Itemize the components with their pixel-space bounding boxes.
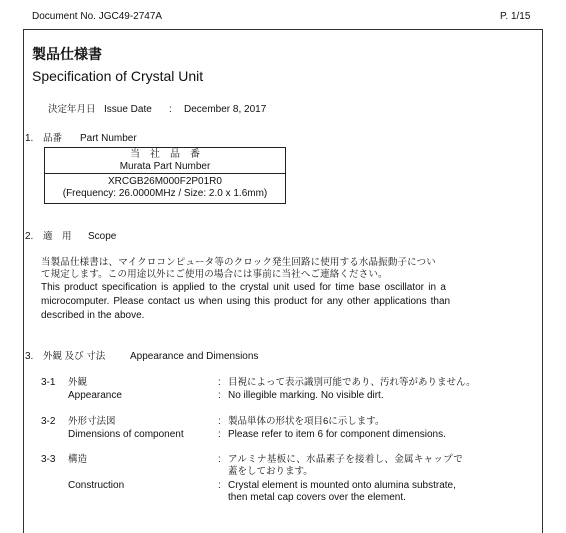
frame-left-rule [23,29,24,533]
item-3-3-desc-line-2: then metal cap covers over the element. [228,492,406,503]
section-2-number: 2. [25,231,34,242]
item-3-1-number: 3-1 [41,377,56,388]
part-number-table-head-jp: 当 社 品 番 [130,149,200,160]
page-title: Specification of Crystal Unit [32,68,204,84]
item-3-3-desc-jp-line-2: 蓋をしております。 [228,466,313,477]
item-3-3-desc-line-1: Crystal element is mounted onto alumina substrate, [228,480,456,491]
issue-date-separator: : [169,104,172,115]
item-3-3-desc-jp-line-1: アルミナ基板に、水晶素子を接着し、金属キャップで [228,454,464,465]
section-1-number: 1. [25,133,34,144]
scope-paragraph-jp-line-2: て規定します。この用途以外にご使用の場合には事前に当社へご連絡ください。 [41,269,388,280]
section-3-heading: Appearance and Dimensions [130,351,259,362]
item-3-1-label: Appearance [68,390,122,401]
scope-paragraph-line-2: microcomputer. Please contact us when using this product for any other applications than [41,296,451,307]
item-3-1-colon-jp: : [218,377,221,388]
section-1-heading-jp: 品番 [43,133,63,144]
section-2-heading: Scope [88,231,117,242]
item-3-1-desc-jp: 目視によって表示識別可能であり、汚れ等がありません。 [228,377,476,388]
frame-top-rule [23,29,542,30]
item-3-3-label-jp: 構造 [68,454,88,465]
title-jp: 製品仕様書 [32,46,102,62]
page-number: P. 1/15 [500,11,531,22]
scope-paragraph-line-1: This product specification is applied to the crystal unit used for time base oscillator in a [41,282,446,293]
item-3-3-label: Construction [68,480,125,491]
issue-date-label: Issue Date [104,104,152,115]
part-number-value: XRCGB26M000F2P01R0 [108,176,222,187]
item-3-2-label-jp: 外形寸法図 [68,416,116,427]
item-3-2-number: 3-2 [41,416,56,427]
item-3-3-number: 3-3 [41,454,56,465]
frame-right-rule [542,29,543,533]
section-3-heading-jp: 外観 及び 寸法 [43,351,106,362]
section-3-number: 3. [25,351,34,362]
item-3-3-colon: : [218,480,221,491]
document-number: Document No. JGC49-2747A [32,11,163,22]
issue-date-label-jp: 決定年月日 [48,104,96,115]
section-2-heading-jp: 適 用 [43,231,72,242]
item-3-2-colon: : [218,429,221,440]
part-number-table [44,147,286,204]
scope-paragraph-jp-line-1: 当製品仕様書は、マイクロコンピュータ等のクロック発生回路に使用する水晶振動子につい [41,257,436,268]
section-1-heading: Part Number [80,133,137,144]
item-3-2-colon-jp: : [218,416,221,427]
issue-date-value: December 8, 2017 [184,104,267,115]
item-3-1-label-jp: 外観 [68,377,88,388]
part-number-table-head: Murata Part Number [119,161,211,172]
part-number-detail: (Frequency: 26.0000MHz / Size: 2.0 x 1.6mm) [62,188,268,199]
item-3-1-desc: No illegible marking. No visible dirt. [228,390,384,401]
item-3-2-label: Dimensions of component [68,429,184,440]
part-number-table-divider [45,173,285,174]
item-3-2-desc: Please refer to item 6 for component dimensions. [228,429,446,440]
item-3-2-desc-jp: 製品単体の形状を項目6に示します。 [228,416,385,427]
scope-paragraph-line-3: described in the above. [41,310,145,321]
item-3-1-colon: : [218,390,221,401]
item-3-3-colon-jp: : [218,454,221,465]
